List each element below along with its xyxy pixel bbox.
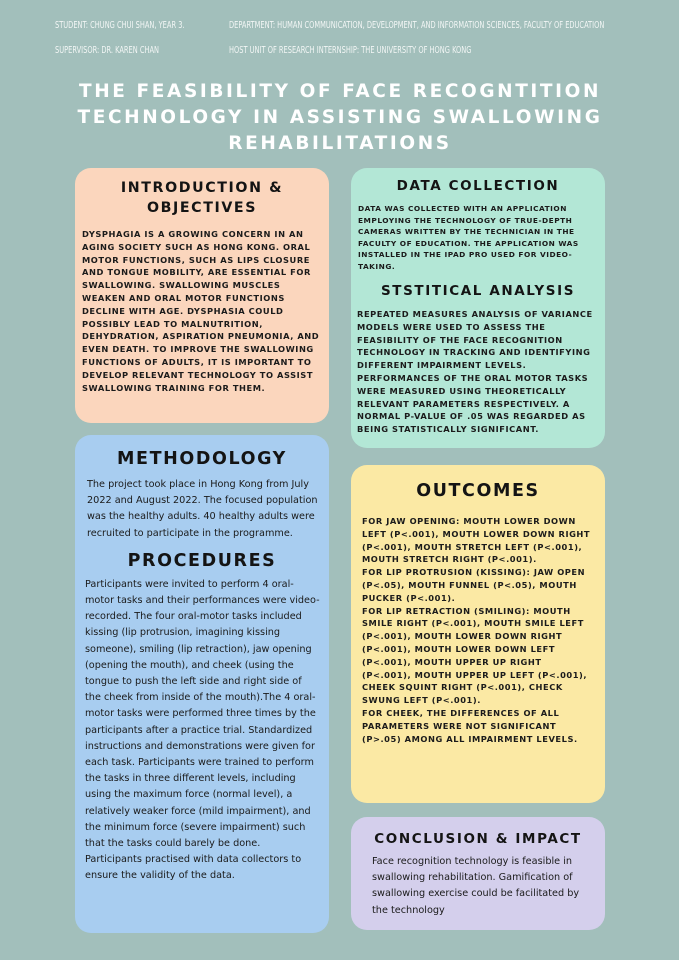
introduction-heading: INTRODUCTION & OBJECTIVES bbox=[120, 180, 284, 216]
introduction-body: DYSPHAGIA IS A GROWING CONCERN IN AN AGING SOCIETY SUCH AS HONG KONG. ORAL MOTOR FUNCTIONS, SUCH AS LIPS CLOSURE AND TONGUE MOBILITY, ARE ESSENTIAL FOR SWALLOWING. SWALLOWING MUSCLES WEAKEN AND ORAL MOTOR FUNCTIONS DECLINE WITH AGE. DYSPHASIA COULD POSSIBLY LEAD TO MALNUTRITION, DEHYDRATION, ASPIRATION PNEUMONIA, AND EVEN DEATH. TO IMPROVE THE SWALLOWING FUNCTIONS OF ADULTS, IT IS IMPORTANT TO DEVELOP RELEVANT TECHNOLOGY TO ASSIST SWALLOWING TRAINING FOR THEM. bbox=[82, 229, 320, 393]
data-collection-card bbox=[351, 168, 605, 448]
conclusion-card bbox=[351, 817, 605, 930]
data-collection-heading: DATA COLLECTION bbox=[396, 178, 560, 194]
supervisor-info: SUPERVISOR: DR. KAREN CHAN bbox=[55, 45, 160, 56]
conclusion-heading: CONCLUSION & IMPACT bbox=[374, 831, 582, 847]
statistical-analysis-heading: STSTITICAL ANALYSIS bbox=[380, 283, 576, 299]
outcome-lip-protrusion: FOR LIP PROTRUSION (KISSING): JAW OPEN (P<.05), MOUTH FUNNEL (P<.05), MOUTH PUCKER (P<.001). bbox=[362, 567, 586, 603]
methodology-heading: METHODOLOGY bbox=[117, 449, 287, 469]
outcome-lip-retraction: FOR LIP RETRACTION (SMILING): MOUTH SMILE RIGHT (P<.001), MOUTH SMILE LEFT (P<.001), MOUTH LOWER DOWN RIGHT (P<.001), MOUTH LOWER DOWN LEFT (P<.001), MOUTH UPPER UP RIGHT (P<.001), MOUTH UPPER UP LEFT (P<.001), CHEEK SQUINT RIGHT (P<.001), CHECK SWUNG LEFT (P<.001). bbox=[362, 605, 588, 706]
procedures-body: Participants were invited to perform 4 oral-motor tasks and their performances were video-recorded. The four oral-motor tasks included kissing (lip protrusion, imagining kissing someone), smiling (lip retraction), jaw opening (opening the mouth), and cheek (using the tongue to push the left side and right side of the cheek from inside of the mouth).The 4 oral-motor tasks were performed three times by the participants after a practice trial. Standardized instructions and demonstrations were given for each task. Participants were trained to perform the tasks in three different levels, including using the maximum force (normal level), a relatively weaker force (mild impairment), and the minimum force (severe impairment) such that the tasks could barely be done. Participants practised with data collectors to ensure the validity of the data. bbox=[85, 578, 320, 882]
outcome-cheek: FOR CHEEK, THE DIFFERENCES OF ALL PARAMETERS WERE NOT SIGNIFICANT (P>.05) AMONG ALL IMPAIRMENT LEVELS. bbox=[362, 707, 578, 744]
outcomes-card bbox=[351, 465, 605, 803]
department-info: DEPARTMENT: HUMAN COMMUNICATION, DEVELOPMENT, AND INFORMATION SCIENCES, FACULTY OF EDUCATION bbox=[229, 20, 605, 31]
introduction-card bbox=[75, 168, 329, 423]
conclusion-body: Face recognition technology is feasible in swallowing rehabilitation. Gamification of swallowing exercise could be facilitated by the technology bbox=[372, 856, 580, 916]
methodology-body: The project took place in Hong Kong from July 2022 and August 2022. The focused population was the healthy adults. 40 healthy adults were recruited to participate in the programme. bbox=[87, 479, 318, 539]
host-unit-info: HOST UNIT OF RESEARCH INTERNSHIP: THE UNIVERSITY OF HONG KONG bbox=[229, 45, 472, 56]
procedures-heading: PROCEDURES bbox=[127, 550, 277, 571]
student-info: STUDENT: CHUNG CHUI SHAN, YEAR 3. bbox=[55, 20, 185, 31]
outcomes-heading: OUTCOMES bbox=[416, 481, 540, 501]
poster-title: THE FEASIBILITY OF FACE RECOGNTITION TECHNOLOGY IN ASSISTING SWALLOWING REHABILITATIONS bbox=[77, 81, 603, 154]
outcome-jaw-opening: FOR JAW OPENING: MOUTH LOWER DOWN LEFT (P<.001), MOUTH LOWER DOWN RIGHT (P<.001), MOUTH STRETCH LEFT (P<.001), MOUTH STRETCH RIGHT (P<.001). bbox=[362, 516, 591, 565]
statistical-analysis-body: REPEATED MEASURES ANALYSIS OF VARIANCE MODELS WERE USED TO ASSESS THE FEASIBILITY OF THE FACE RECOGNITION TECHNOLOGY IN TRACKING AND IDENTIFYING DIFFERENT IMPAIRMENT LEVELS. PERFORMANCES OF THE ORAL MOTOR TASKS WERE MEASURED USING THEORETICALLY RELEVANT PARAMETERS RESPECTIVELY. A NORMAL P-VALUE OF .05 WAS REGARDED AS BEING STATISTICALLY SIGNIFICANT. bbox=[357, 309, 593, 435]
data-collection-body: DATA WAS COLLECTED WITH AN APPLICATION EMPLOYING THE TECHNOLOGY OF TRUE-DEPTH CAMERAS WRITTEN BY THE TECHNICIAN IN THE FACULTY OF EDUCATION. THE APPLICATION WAS INSTALLED IN THE IPAD PRO USED FOR VIDEO-TAKING. bbox=[358, 204, 579, 271]
methodology-card bbox=[75, 435, 329, 933]
